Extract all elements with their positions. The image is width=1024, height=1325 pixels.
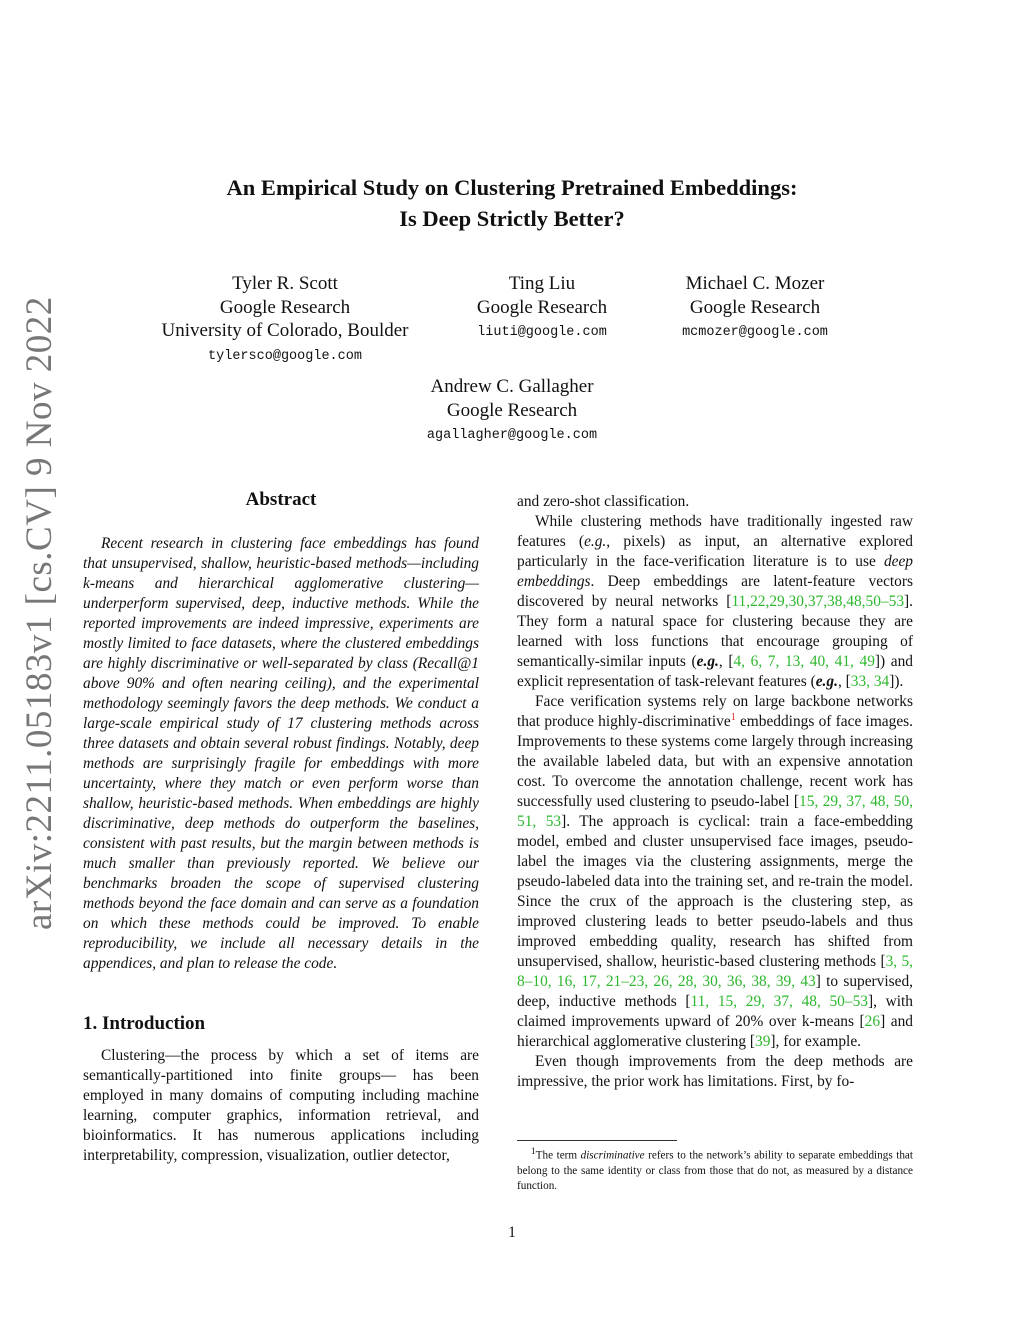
author-email[interactable]: tylersco@google.com [208, 348, 362, 364]
citation-link[interactable]: 39 [755, 1033, 771, 1050]
intro-paragraph-3: Face verification systems rely on large backbone networks that produce highly-discriminative$^1$ embeddings of face images. Improvements to these systems come largely through increasing the available labeled data, but with an expensive annotation cost. To overcome the annotation challenge, recent work has successfully used clustering to pseudo-label [15, 29, 37, 48, 50, 51, 53]. The approach is cyclical: train a face-embedding model, embed and cluster unsupervised face images, pseudo-label the images via the clustering assignments, merge the pseudo-labeled data into the training set, and re-train the model. Since the crux of the approach is the clustering step, as improved clustering leads to better pseudo-labels and thus improved embedding quality, research has shifted from unsupervised, shallow, heuristic-based clustering methods [3, 5, 8–10, 16, 17, 21–23, 26, 28, 30, 36, 38, 39, 43] to supervised, deep, inductive methods [11, 15, 29, 37, 48, 50–53], with claimed improvements upward of 20% over k-means [26] and hierarchical agglomerative clustering [39], for example. [517, 693, 913, 1050]
author-affiliation: Google Research [219, 296, 351, 318]
author-email[interactable]: agallagher@google.com [426, 428, 598, 443]
author-affiliation: Google Research [689, 296, 821, 318]
intro-paragraph-1-continued: and zero-shot classification. [517, 493, 690, 510]
abstract-heading: Abstract [245, 489, 317, 510]
footnote-marker[interactable]: 1 [730, 711, 736, 723]
footnote-rule [517, 1140, 677, 1141]
page-number: 1 [508, 1224, 516, 1241]
author-affiliation: Google Research [476, 296, 608, 318]
author-block-3 [650, 272, 860, 345]
author-name: Ting Liu [508, 273, 576, 294]
author-block-1 [135, 272, 435, 368]
arxiv-stamp: arXiv:2211.05183v1 [cs.CV] 9 Nov 2022 [19, 296, 60, 930]
intro-paragraph-1: Clustering—the process by which a set of items are semantically-partitioned into finite groups— has been employed in many domains of computing including machine learning, computer graphics, information retrieval, and bioinformatics. It has numerous applications including interpretability, compression, visualization, outlier detector, [83, 1047, 479, 1164]
citation-link[interactable]: 33, 34 [850, 673, 890, 690]
author-affiliation: University of Colorado, Boulder [161, 320, 409, 341]
abstract-text: Recent research in clustering face embeddings has found that unsupervised, shallow, heuristic-based methods—including k-means and hierarchical agglomerative clustering—underperform supervised, deep, inductive methods. While the reported improvements are indeed impressive, experiments are mostly limited to face datasets, where the clustered embeddings are highly discriminative or well-separated by class (Recall@1 above 90% and often nearing ceiling), and the experimental methodology seemingly favors the deep methods. We conduct a large-scale empirical study of 17 clustering methods across three datasets and obtain several robust findings. Notably, deep methods are surprisingly fragile for embeddings with more uncertainty, where they match or even perform worse than shallow, heuristic-based methods. When embeddings are highly discriminative, deep methods do outperform the baselines, consistent with past results, but the margin between methods is much smaller than previously reported. We believe our benchmarks broaden the scope of supervised clustering methods beyond the face domain and can serve as a foundation on which these methods could be improved. To enable reproducibility, we include all necessary details in the appendices, and plan to release the code. [83, 535, 479, 972]
author-email[interactable]: liuti@google.com [477, 325, 607, 340]
paper-title [0, 172, 1024, 234]
citation-link[interactable]: 11,22,29,30,37,38,48,50–53 [731, 593, 905, 610]
author-email[interactable]: mcmozer@google.com [682, 325, 828, 340]
citation-link[interactable]: 4, 6, 7, 13, 40, 41, 49 [733, 653, 875, 670]
author-block-4 [362, 375, 662, 448]
footnote-number: 1 [531, 1147, 536, 1157]
title-line-2: Is Deep Strictly Better? [399, 206, 625, 231]
citation-link[interactable]: 26 [864, 1013, 881, 1030]
author-name: Tyler R. Scott [232, 273, 338, 294]
author-name: Andrew C. Gallagher [430, 376, 594, 397]
author-affiliation: Google Research [446, 399, 578, 421]
author-name: Michael C. Mozer [685, 273, 825, 294]
citation-link[interactable]: 11, 15, 29, 37, 48, 50–53 [690, 993, 868, 1010]
title-line-1: An Empirical Study on Clustering Pretrained Embeddings: [226, 175, 798, 200]
intro-paragraph-4: Even though improvements from the deep methods are impressive, the prior work has limitations. First, by fo- [517, 1053, 913, 1090]
left-column [83, 490, 479, 1166]
right-column [517, 492, 913, 1092]
footnote: $^1$The term discriminative refers to the network’s ability to separate embeddings that belong to the same identity or class from those that do not, as measured by a distance function. [517, 1147, 913, 1192]
intro-paragraph-2: While clustering methods have traditionally ingested raw features (e.g., pixels) as input, an alternative explored particularly in the face-verification literature is to use deep embeddings. Deep embeddings are latent-feature vectors discovered by neural networks [11,22,29,30,37,38,48,50–53]. They form a natural space for clustering because they are learned with loss functions that encourage grouping of semantically-similar inputs (e.g., [4, 6, 7, 13, 40, 41, 49]) and explicit representation of task-relevant features (e.g., [33, 34]). [517, 513, 913, 690]
citation-link[interactable]: 15, 29, 37, 48, 50, 51, 53 [517, 793, 913, 830]
section-heading-introduction: 1. Introduction [83, 1013, 206, 1034]
citation-link[interactable]: 3, 5, 8–10, 16, 17, 21–23, 26, 28, 30, 36, 38, 39, 43 [517, 953, 913, 990]
author-block-2 [442, 272, 642, 345]
